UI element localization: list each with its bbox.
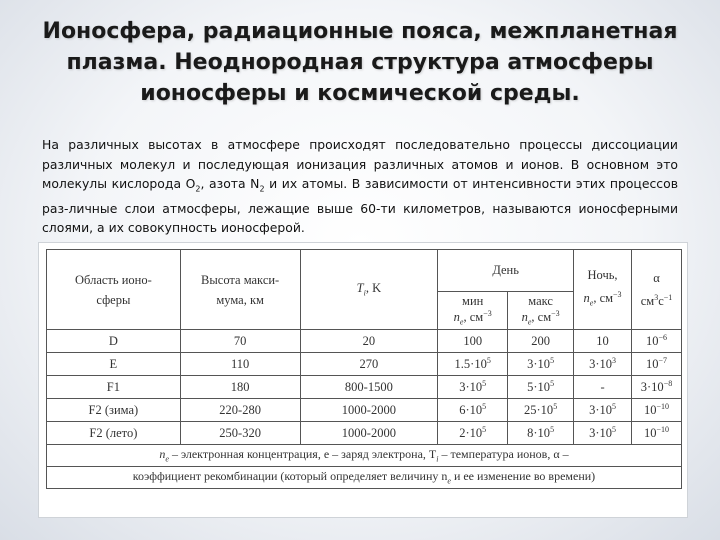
cell-night: $3\cdot 10^5$: [574, 399, 632, 422]
ti-subscript: i: [363, 288, 366, 298]
alpha-symbol: α: [653, 270, 660, 285]
cell-max: $25\cdot 10^5$: [508, 399, 574, 422]
header-region-line2: сферы: [96, 292, 131, 307]
table-row: [47, 353, 682, 376]
cell-night: 10: [574, 330, 632, 353]
slide-title: Ионосфера, радиационные пояса, межпланетная плазма. Неоднородная структура атмосферы ионосферы и космической среды.: [42, 19, 678, 106]
o2-subscript: 2: [195, 184, 201, 194]
cell-ti: 800-1500: [300, 376, 438, 399]
night-unit: $n_e$, $см^{-3}$: [583, 290, 622, 308]
cell-region: F2 (зима): [47, 399, 181, 422]
cell-max: $8\cdot 10^5$: [508, 422, 574, 445]
cell-ti: 1000-2000: [300, 422, 438, 445]
cell-region: F2 (лето): [47, 422, 181, 445]
intro-paragraph: [42, 135, 678, 238]
cell-night: $3\cdot 10^5$: [574, 422, 632, 445]
min-unit: $n_e$, $см^{-3}$: [453, 309, 492, 327]
cell-min: $3\cdot 10^5$: [438, 376, 508, 399]
cell-min: 100: [438, 330, 508, 353]
n2-subscript: 2: [259, 184, 265, 194]
cell-alpha: $3\cdot 10^{-8}$: [631, 376, 681, 399]
cell-night: -: [574, 376, 632, 399]
header-day-max: [508, 292, 574, 330]
cell-region: F1: [47, 376, 181, 399]
table-note-2: коэффициент рекомбинации (который определяет величину $n_e$ и ее изменение во времени): [47, 467, 682, 489]
cell-height: 180: [180, 376, 300, 399]
cell-height: 220-280: [180, 399, 300, 422]
cell-region: E: [47, 353, 181, 376]
table-image-frame: [38, 242, 688, 518]
header-region-line1: Область ионо-: [75, 272, 152, 287]
cell-min: $1.5\cdot 10^5$: [438, 353, 508, 376]
cell-height: 70: [180, 330, 300, 353]
cell-ti: 20: [300, 330, 438, 353]
intro-text-1: На различных высотах в атмосфере происходят последовательно процессы диссоциации различных молекул и последующая ионизация различных атомов и ионов. В основном это молекулы кислорода O: [42, 137, 678, 191]
cell-max: $3\cdot 10^5$: [508, 353, 574, 376]
cell-max: 200: [508, 330, 574, 353]
intro-text-3: и их атомы. В зависимости от интенсивности этих процессов раз-личные слои атмосферы, лежащие выше 60-ти километров, называются ионосферными слоями, а их совокупность ионосферой.: [42, 176, 679, 236]
table-row: [47, 399, 682, 422]
ti-unit: , K: [365, 281, 382, 296]
cell-alpha: $10^{-10}$: [631, 399, 681, 422]
table-row: [47, 330, 682, 353]
header-day-min: [438, 292, 508, 330]
ionosphere-table: [46, 249, 682, 489]
table-row: [47, 422, 682, 445]
cell-alpha: $10^{-7}$: [631, 353, 681, 376]
header-height-line2: мума, км: [216, 292, 264, 307]
header-night: [574, 250, 632, 330]
cell-max: $5\cdot 10^5$: [508, 376, 574, 399]
max-label: макс: [528, 294, 553, 309]
cell-alpha: $10^{-6}$: [631, 330, 681, 353]
header-height-line1: Высота макси-: [201, 272, 280, 287]
max-unit: $n_e$, $см^{-3}$: [521, 309, 560, 327]
table-note-row-2: [47, 467, 682, 489]
cell-ti: 270: [300, 353, 438, 376]
cell-min: $6\cdot 10^5$: [438, 399, 508, 422]
header-day: День: [438, 250, 574, 292]
cell-region: D: [47, 330, 181, 353]
min-label: мин: [462, 294, 484, 309]
cell-height: 250-320: [180, 422, 300, 445]
table-note-1: $n_e$ – электронная концентрация, e – заряд электрона, $T_i$ – температура ионов, α –: [47, 445, 682, 467]
header-max-height: [180, 250, 300, 330]
header-region: [47, 250, 181, 330]
intro-text-2: , азота N: [200, 176, 260, 191]
header-ion-temperature: [300, 250, 438, 330]
header-alpha: [631, 250, 681, 330]
alpha-unit: $см^3c^{-1}$: [640, 292, 673, 309]
table-note-row-1: [47, 445, 682, 467]
cell-min: $2\cdot 10^5$: [438, 422, 508, 445]
night-label: Ночь,: [587, 268, 618, 283]
table-row: [47, 376, 682, 399]
ti-symbol: T: [356, 281, 364, 296]
cell-night: $3\cdot 10^3$: [574, 353, 632, 376]
cell-alpha: $10^{-10}$: [631, 422, 681, 445]
cell-ti: 1000-2000: [300, 399, 438, 422]
cell-height: 110: [180, 353, 300, 376]
